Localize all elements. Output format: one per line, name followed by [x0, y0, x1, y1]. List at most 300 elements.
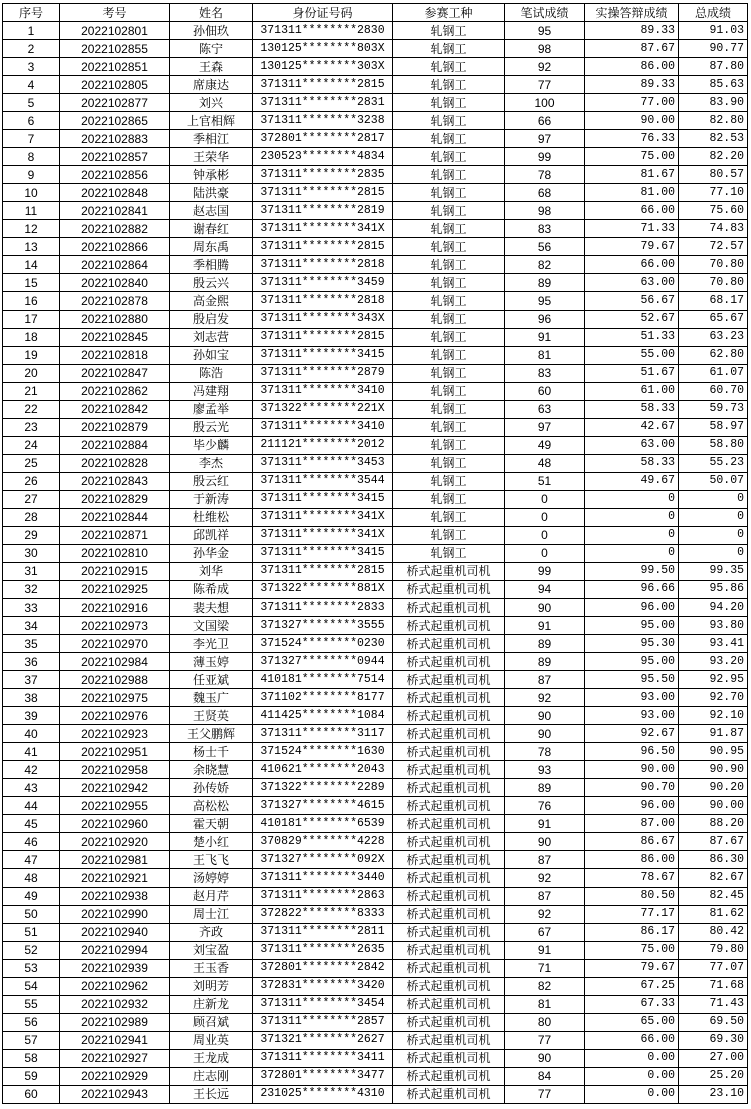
total-score-cell: 85.63 [679, 76, 748, 94]
trade-cell: 轧钢工 [393, 382, 505, 400]
practical-score-cell: 0 [585, 526, 679, 544]
table-row [3, 941, 748, 959]
table-row [3, 1067, 748, 1085]
exam-number-cell: 2022102855 [60, 40, 170, 58]
table-row [3, 220, 748, 238]
practical-score-cell: 75.00 [585, 941, 679, 959]
exam-number-cell: 2022102878 [60, 292, 170, 310]
written-score-cell: 81 [505, 346, 585, 364]
id-number-cell: 211121********2012 [253, 436, 393, 454]
index-cell: 29 [3, 526, 60, 544]
index-cell: 2 [3, 40, 60, 58]
exam-number-cell: 2022102916 [60, 599, 170, 617]
id-number-cell: 371311********341X [253, 508, 393, 526]
written-score-cell: 94 [505, 580, 585, 598]
id-number-cell: 231025********4310 [253, 1085, 393, 1103]
written-score-cell: 99 [505, 562, 585, 580]
id-number-cell: 371311********3410 [253, 382, 393, 400]
name-cell: 高金熙 [170, 292, 253, 310]
practical-score-cell: 95.50 [585, 671, 679, 689]
trade-cell: 轧钢工 [393, 202, 505, 220]
name-cell: 高松松 [170, 797, 253, 815]
index-cell: 43 [3, 779, 60, 797]
written-score-cell: 90 [505, 725, 585, 743]
name-cell: 王玉香 [170, 959, 253, 977]
name-cell: 周士江 [170, 905, 253, 923]
table-row [3, 599, 748, 617]
table-row [3, 833, 748, 851]
name-cell: 孙传娇 [170, 779, 253, 797]
table-row [3, 671, 748, 689]
exam-number-cell: 2022102884 [60, 436, 170, 454]
exam-number-cell: 2022102851 [60, 58, 170, 76]
exam-number-cell: 2022102842 [60, 400, 170, 418]
trade-cell: 轧钢工 [393, 76, 505, 94]
table-row [3, 94, 748, 112]
exam-number-cell: 2022102988 [60, 671, 170, 689]
index-cell: 59 [3, 1067, 60, 1085]
id-number-cell: 371311********3440 [253, 869, 393, 887]
practical-score-cell: 96.00 [585, 599, 679, 617]
total-score-cell: 88.20 [679, 815, 748, 833]
total-score-cell: 93.80 [679, 617, 748, 635]
practical-score-cell: 63.00 [585, 436, 679, 454]
trade-cell: 轧钢工 [393, 310, 505, 328]
practical-score-cell: 0 [585, 544, 679, 562]
name-cell: 霍天朝 [170, 815, 253, 833]
exam-number-cell: 2022102877 [60, 94, 170, 112]
header-cell: 实操答辩成绩 [585, 4, 679, 22]
total-score-cell: 90.00 [679, 797, 748, 815]
table-row [3, 526, 748, 544]
table-row [3, 761, 748, 779]
index-cell: 38 [3, 689, 60, 707]
index-cell: 28 [3, 508, 60, 526]
name-cell: 王飞飞 [170, 851, 253, 869]
name-cell: 于新涛 [170, 490, 253, 508]
exam-number-cell: 2022102864 [60, 256, 170, 274]
practical-score-cell: 90.70 [585, 779, 679, 797]
practical-score-cell: 58.33 [585, 400, 679, 418]
exam-number-cell: 2022102841 [60, 202, 170, 220]
practical-score-cell: 89.33 [585, 76, 679, 94]
exam-number-cell: 2022102920 [60, 833, 170, 851]
trade-cell: 桥式起重机司机 [393, 815, 505, 833]
exam-number-cell: 2022102883 [60, 130, 170, 148]
trade-cell: 轧钢工 [393, 544, 505, 562]
index-cell: 49 [3, 887, 60, 905]
name-cell: 孙佃玖 [170, 22, 253, 40]
name-cell: 李光卫 [170, 635, 253, 653]
exam-number-cell: 2022102923 [60, 725, 170, 743]
total-score-cell: 79.80 [679, 941, 748, 959]
table-row [3, 274, 748, 292]
trade-cell: 轧钢工 [393, 472, 505, 490]
written-score-cell: 82 [505, 977, 585, 995]
table-row [3, 851, 748, 869]
id-number-cell: 371524********0230 [253, 635, 393, 653]
trade-cell: 轧钢工 [393, 112, 505, 130]
id-number-cell: 371311********3415 [253, 346, 393, 364]
table-row [3, 454, 748, 472]
total-score-cell: 65.67 [679, 310, 748, 328]
trade-cell: 轧钢工 [393, 400, 505, 418]
id-number-cell: 371322********881X [253, 580, 393, 598]
index-cell: 32 [3, 580, 60, 598]
table-row [3, 202, 748, 220]
trade-cell: 桥式起重机司机 [393, 562, 505, 580]
written-score-cell: 48 [505, 454, 585, 472]
practical-score-cell: 71.33 [585, 220, 679, 238]
results-table [2, 3, 748, 1104]
written-score-cell: 92 [505, 689, 585, 707]
id-number-cell: 371322********2289 [253, 779, 393, 797]
exam-number-cell: 2022102879 [60, 418, 170, 436]
total-score-cell: 23.10 [679, 1085, 748, 1103]
total-score-cell: 93.41 [679, 635, 748, 653]
trade-cell: 桥式起重机司机 [393, 580, 505, 598]
name-cell: 文国梁 [170, 617, 253, 635]
index-cell: 23 [3, 418, 60, 436]
exam-number-cell: 2022102929 [60, 1067, 170, 1085]
table-row [3, 544, 748, 562]
practical-score-cell: 76.33 [585, 130, 679, 148]
practical-score-cell: 81.00 [585, 184, 679, 202]
name-cell: 王长远 [170, 1085, 253, 1103]
practical-score-cell: 67.33 [585, 995, 679, 1013]
total-score-cell: 92.10 [679, 707, 748, 725]
id-number-cell: 230523********4834 [253, 148, 393, 166]
exam-number-cell: 2022102984 [60, 653, 170, 671]
total-score-cell: 99.35 [679, 562, 748, 580]
name-cell: 陆洪豪 [170, 184, 253, 202]
written-score-cell: 97 [505, 418, 585, 436]
practical-score-cell: 95.30 [585, 635, 679, 653]
id-number-cell: 372801********3477 [253, 1067, 393, 1085]
practical-score-cell: 93.00 [585, 707, 679, 725]
total-score-cell: 70.80 [679, 274, 748, 292]
id-number-cell: 130125********803X [253, 40, 393, 58]
written-score-cell: 98 [505, 202, 585, 220]
trade-cell: 桥式起重机司机 [393, 707, 505, 725]
practical-score-cell: 93.00 [585, 689, 679, 707]
table-row [3, 995, 748, 1013]
index-cell: 13 [3, 238, 60, 256]
total-score-cell: 94.20 [679, 599, 748, 617]
name-cell: 王贤英 [170, 707, 253, 725]
exam-number-cell: 2022102951 [60, 743, 170, 761]
trade-cell: 轧钢工 [393, 418, 505, 436]
id-number-cell: 371311********2635 [253, 941, 393, 959]
table-row [3, 887, 748, 905]
written-score-cell: 89 [505, 635, 585, 653]
name-cell: 孙如宝 [170, 346, 253, 364]
written-score-cell: 80 [505, 1013, 585, 1031]
total-score-cell: 90.20 [679, 779, 748, 797]
trade-cell: 桥式起重机司机 [393, 779, 505, 797]
header-row [3, 4, 748, 22]
practical-score-cell: 86.00 [585, 851, 679, 869]
index-cell: 3 [3, 58, 60, 76]
table-row [3, 1085, 748, 1103]
written-score-cell: 90 [505, 833, 585, 851]
table-row [3, 310, 748, 328]
table-row [3, 580, 748, 598]
practical-score-cell: 63.00 [585, 274, 679, 292]
table-row [3, 256, 748, 274]
name-cell: 廖孟举 [170, 400, 253, 418]
name-cell: 陈希成 [170, 580, 253, 598]
index-cell: 20 [3, 364, 60, 382]
exam-number-cell: 2022102973 [60, 617, 170, 635]
index-cell: 44 [3, 797, 60, 815]
practical-score-cell: 79.67 [585, 238, 679, 256]
name-cell: 庄新龙 [170, 995, 253, 1013]
written-score-cell: 87 [505, 887, 585, 905]
practical-score-cell: 42.67 [585, 418, 679, 436]
practical-score-cell: 66.00 [585, 202, 679, 220]
name-cell: 杨士千 [170, 743, 253, 761]
trade-cell: 轧钢工 [393, 526, 505, 544]
table-row [3, 905, 748, 923]
practical-score-cell: 61.00 [585, 382, 679, 400]
index-cell: 56 [3, 1013, 60, 1031]
written-score-cell: 92 [505, 869, 585, 887]
trade-cell: 桥式起重机司机 [393, 959, 505, 977]
total-score-cell: 90.77 [679, 40, 748, 58]
index-cell: 33 [3, 599, 60, 617]
total-score-cell: 87.67 [679, 833, 748, 851]
total-score-cell: 77.07 [679, 959, 748, 977]
name-cell: 周业英 [170, 1031, 253, 1049]
id-number-cell: 371102********8177 [253, 689, 393, 707]
id-number-cell: 371311********2815 [253, 238, 393, 256]
name-cell: 庄志刚 [170, 1067, 253, 1085]
id-number-cell: 371311********2815 [253, 562, 393, 580]
table-row [3, 112, 748, 130]
index-cell: 55 [3, 995, 60, 1013]
exam-number-cell: 2022102801 [60, 22, 170, 40]
index-cell: 52 [3, 941, 60, 959]
written-score-cell: 93 [505, 761, 585, 779]
id-number-cell: 371311********2879 [253, 364, 393, 382]
practical-score-cell: 86.67 [585, 833, 679, 851]
written-score-cell: 89 [505, 274, 585, 292]
total-score-cell: 71.43 [679, 995, 748, 1013]
trade-cell: 桥式起重机司机 [393, 671, 505, 689]
trade-cell: 桥式起重机司机 [393, 869, 505, 887]
table-row [3, 436, 748, 454]
written-score-cell: 99 [505, 148, 585, 166]
header-cell: 姓名 [170, 4, 253, 22]
written-score-cell: 71 [505, 959, 585, 977]
index-cell: 27 [3, 490, 60, 508]
name-cell: 余晓慧 [170, 761, 253, 779]
total-score-cell: 92.70 [679, 689, 748, 707]
index-cell: 14 [3, 256, 60, 274]
exam-number-cell: 2022102866 [60, 238, 170, 256]
practical-score-cell: 86.17 [585, 923, 679, 941]
index-cell: 37 [3, 671, 60, 689]
table-row [3, 977, 748, 995]
name-cell: 殷启发 [170, 310, 253, 328]
table-row [3, 148, 748, 166]
index-cell: 24 [3, 436, 60, 454]
exam-number-cell: 2022102818 [60, 346, 170, 364]
total-score-cell: 58.97 [679, 418, 748, 436]
total-score-cell: 95.86 [679, 580, 748, 598]
table-row [3, 238, 748, 256]
table-row [3, 707, 748, 725]
id-number-cell: 371311********3117 [253, 725, 393, 743]
index-cell: 9 [3, 166, 60, 184]
total-score-cell: 0 [679, 490, 748, 508]
written-score-cell: 68 [505, 184, 585, 202]
practical-score-cell: 95.00 [585, 653, 679, 671]
trade-cell: 桥式起重机司机 [393, 833, 505, 851]
table-row [3, 166, 748, 184]
id-number-cell: 371311********2818 [253, 292, 393, 310]
written-score-cell: 0 [505, 544, 585, 562]
exam-number-cell: 2022102847 [60, 364, 170, 382]
header-cell: 参赛工种 [393, 4, 505, 22]
id-number-cell: 371311********2835 [253, 166, 393, 184]
name-cell: 陈宁 [170, 40, 253, 58]
trade-cell: 桥式起重机司机 [393, 1085, 505, 1103]
table-row [3, 418, 748, 436]
table-row [3, 743, 748, 761]
total-score-cell: 70.80 [679, 256, 748, 274]
total-score-cell: 27.00 [679, 1049, 748, 1067]
exam-number-cell: 2022102976 [60, 707, 170, 725]
total-score-cell: 81.62 [679, 905, 748, 923]
name-cell: 刘明芳 [170, 977, 253, 995]
trade-cell: 轧钢工 [393, 40, 505, 58]
index-cell: 35 [3, 635, 60, 653]
name-cell: 刘华 [170, 562, 253, 580]
practical-score-cell: 77.17 [585, 905, 679, 923]
practical-score-cell: 49.67 [585, 472, 679, 490]
name-cell: 孙华金 [170, 544, 253, 562]
id-number-cell: 130125********303X [253, 58, 393, 76]
table-row [3, 689, 748, 707]
id-number-cell: 371311********2831 [253, 94, 393, 112]
index-cell: 47 [3, 851, 60, 869]
header-cell: 笔试成绩 [505, 4, 585, 22]
trade-cell: 轧钢工 [393, 436, 505, 454]
name-cell: 齐政 [170, 923, 253, 941]
index-cell: 42 [3, 761, 60, 779]
id-number-cell: 372831********3420 [253, 977, 393, 995]
exam-number-cell: 2022102840 [60, 274, 170, 292]
exam-number-cell: 2022102810 [60, 544, 170, 562]
name-cell: 王父鹏辉 [170, 725, 253, 743]
exam-number-cell: 2022102829 [60, 490, 170, 508]
total-score-cell: 91.03 [679, 22, 748, 40]
practical-score-cell: 80.50 [585, 887, 679, 905]
id-number-cell: 370829********4228 [253, 833, 393, 851]
total-score-cell: 83.90 [679, 94, 748, 112]
exam-number-cell: 2022102921 [60, 869, 170, 887]
trade-cell: 桥式起重机司机 [393, 887, 505, 905]
name-cell: 裴夫想 [170, 599, 253, 617]
total-score-cell: 61.07 [679, 364, 748, 382]
total-score-cell: 86.30 [679, 851, 748, 869]
exam-number-cell: 2022102939 [60, 959, 170, 977]
id-number-cell: 371327********092X [253, 851, 393, 869]
exam-number-cell: 2022102805 [60, 76, 170, 94]
written-score-cell: 91 [505, 617, 585, 635]
practical-score-cell: 90.00 [585, 112, 679, 130]
table-row [3, 797, 748, 815]
name-cell: 陈浩 [170, 364, 253, 382]
total-score-cell: 82.80 [679, 112, 748, 130]
id-number-cell: 371311********3415 [253, 490, 393, 508]
trade-cell: 轧钢工 [393, 508, 505, 526]
total-score-cell: 58.80 [679, 436, 748, 454]
trade-cell: 桥式起重机司机 [393, 761, 505, 779]
name-cell: 上官相辉 [170, 112, 253, 130]
total-score-cell: 92.95 [679, 671, 748, 689]
total-score-cell: 90.90 [679, 761, 748, 779]
written-score-cell: 89 [505, 653, 585, 671]
practical-score-cell: 87.67 [585, 40, 679, 58]
practical-score-cell: 79.67 [585, 959, 679, 977]
exam-number-cell: 2022102981 [60, 851, 170, 869]
exam-number-cell: 2022102955 [60, 797, 170, 815]
header-cell: 序号 [3, 4, 60, 22]
table-row [3, 653, 748, 671]
total-score-cell: 82.45 [679, 887, 748, 905]
total-score-cell: 82.53 [679, 130, 748, 148]
table-row [3, 635, 748, 653]
trade-cell: 轧钢工 [393, 94, 505, 112]
practical-score-cell: 56.67 [585, 292, 679, 310]
index-cell: 34 [3, 617, 60, 635]
table-body [3, 22, 748, 1104]
total-score-cell: 82.20 [679, 148, 748, 166]
total-score-cell: 80.42 [679, 923, 748, 941]
written-score-cell: 0 [505, 490, 585, 508]
written-score-cell: 77 [505, 1031, 585, 1049]
exam-number-cell: 2022102958 [60, 761, 170, 779]
practical-score-cell: 0.00 [585, 1049, 679, 1067]
index-cell: 4 [3, 76, 60, 94]
total-score-cell: 71.68 [679, 977, 748, 995]
index-cell: 48 [3, 869, 60, 887]
exam-number-cell: 2022102856 [60, 166, 170, 184]
table-row [3, 815, 748, 833]
name-cell: 杜维松 [170, 508, 253, 526]
exam-number-cell: 2022102943 [60, 1085, 170, 1103]
index-cell: 15 [3, 274, 60, 292]
exam-number-cell: 2022102990 [60, 905, 170, 923]
written-score-cell: 78 [505, 166, 585, 184]
index-cell: 16 [3, 292, 60, 310]
total-score-cell: 0 [679, 526, 748, 544]
name-cell: 赵志国 [170, 202, 253, 220]
index-cell: 45 [3, 815, 60, 833]
name-cell: 王荣华 [170, 148, 253, 166]
written-score-cell: 92 [505, 58, 585, 76]
id-number-cell: 371311********2833 [253, 599, 393, 617]
id-number-cell: 371311********2818 [253, 256, 393, 274]
trade-cell: 桥式起重机司机 [393, 653, 505, 671]
id-number-cell: 371311********3411 [253, 1049, 393, 1067]
name-cell: 谢春红 [170, 220, 253, 238]
trade-cell: 轧钢工 [393, 292, 505, 310]
id-number-cell: 371311********3410 [253, 418, 393, 436]
